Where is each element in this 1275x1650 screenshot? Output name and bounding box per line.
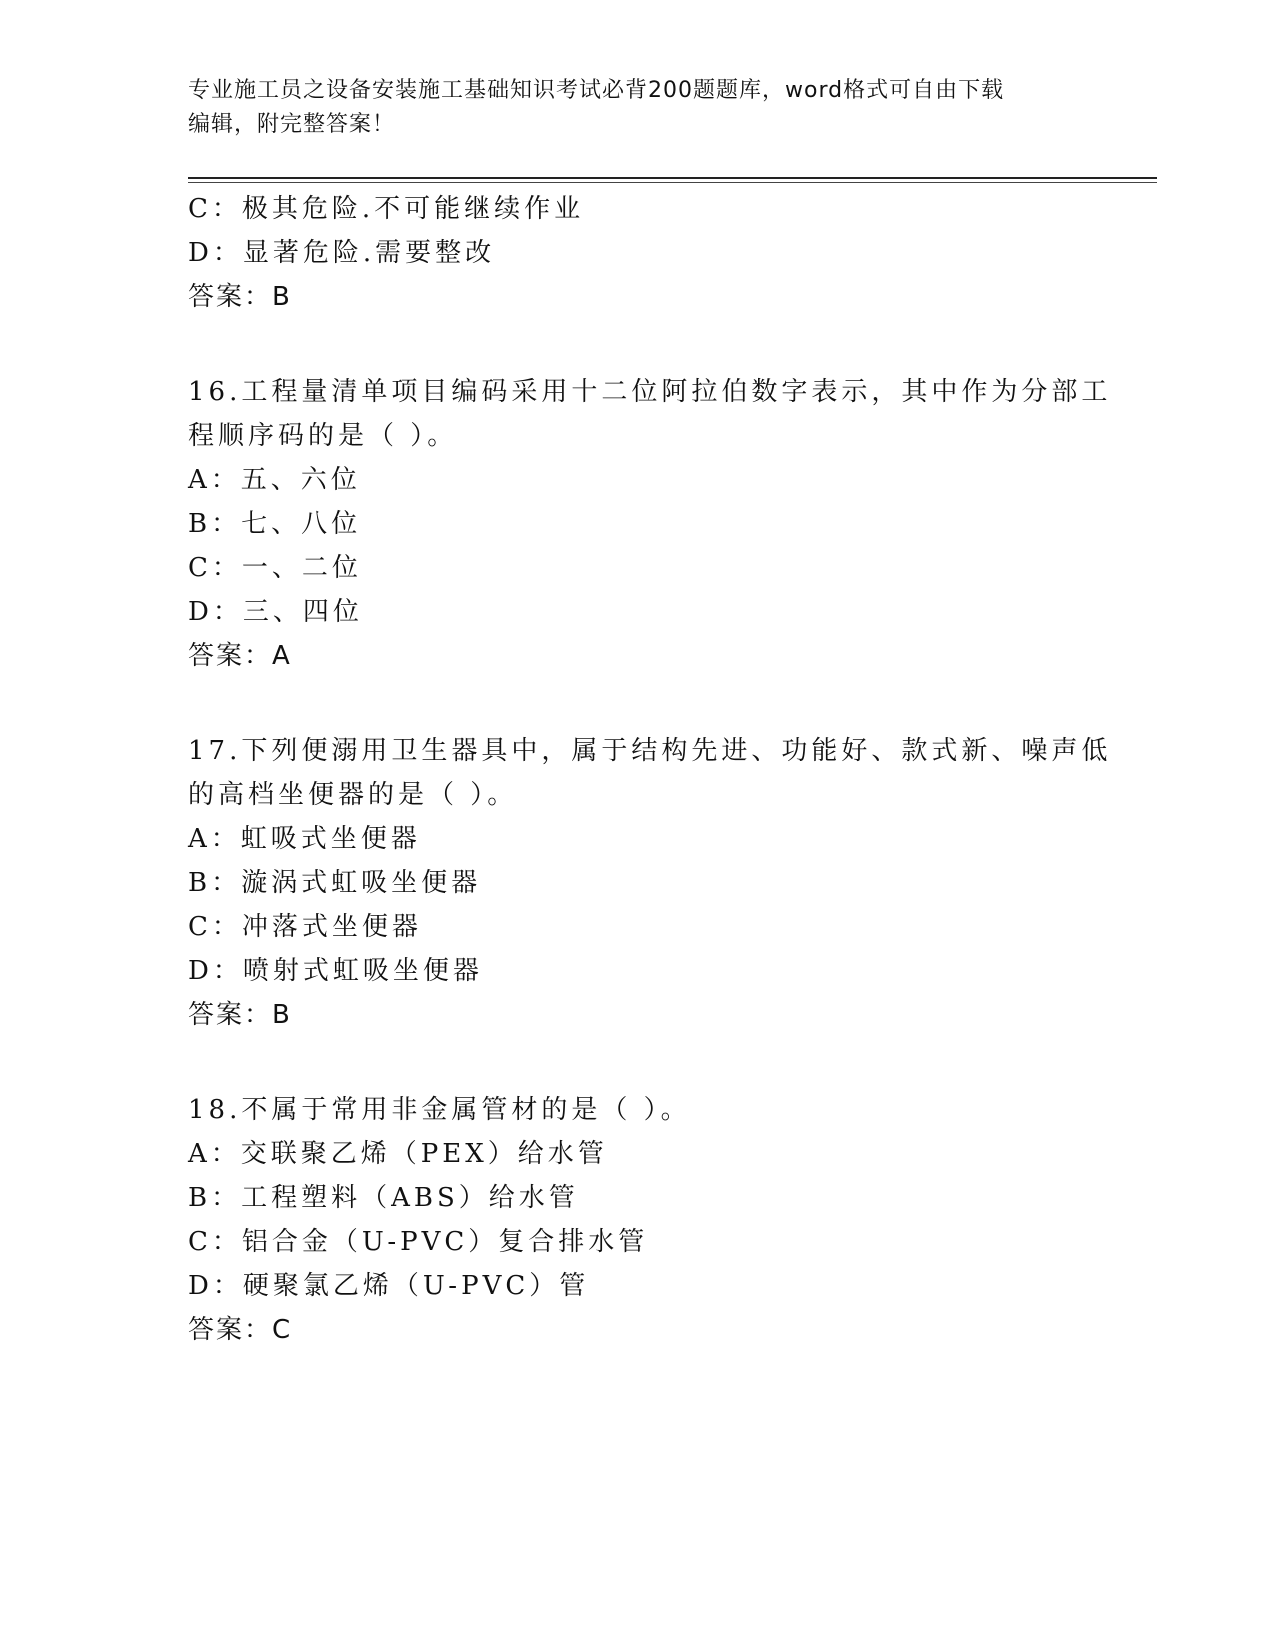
q16-stem-line-1: 16.工程量清单项目编码采用十二位阿拉伯数字表示，其中作为分部工 <box>188 377 1112 407</box>
q17-option-b: B：漩涡式虹吸坐便器 <box>188 868 482 898</box>
q18-option-c: C：铝合金（U-PVC）复合排水管 <box>188 1227 649 1257</box>
header-line-2: 编辑，附完整答案！ <box>188 112 396 137</box>
q17-stem-line-2: 的高档坐便器的是（ ）。 <box>188 780 518 810</box>
q18-answer: 答案：C <box>188 1315 293 1345</box>
q18-stem-line-1: 18.不属于常用非金属管材的是（ ）。 <box>188 1095 691 1125</box>
q17-option-a: A：虹吸式坐便器 <box>188 824 421 854</box>
q16-stem-line-2: 程顺序码的是（ ）。 <box>188 421 458 451</box>
q16-option-b: B：七、八位 <box>188 509 362 539</box>
header-divider-thin <box>188 182 1157 183</box>
q16-option-a: A：五、六位 <box>188 465 361 495</box>
q18-option-d: D：硬聚氯乙烯（U-PVC）管 <box>188 1271 590 1301</box>
q16-option-d: D：三、四位 <box>188 597 363 627</box>
header-line-1: 专业施工员之设备安装施工基础知识考试必背200题题库，word格式可自由下载 <box>188 78 1005 103</box>
page-header <box>188 74 1088 142</box>
q15-option-d: D：显著危险.需要整改 <box>188 238 496 268</box>
q18-option-a: A：交联聚乙烯（PEX）给水管 <box>188 1139 608 1169</box>
q16-option-c: C：一、二位 <box>188 553 362 583</box>
q17-answer: 答案：B <box>188 1000 292 1030</box>
q15-option-c: C：极其危险.不可能继续作业 <box>188 194 585 224</box>
q17-stem-line-1: 17.下列便溺用卫生器具中，属于结构先进、功能好、款式新、噪声低 <box>188 736 1112 766</box>
q17-option-d: D：喷射式虹吸坐便器 <box>188 956 483 986</box>
q16-answer: 答案：A <box>188 641 292 671</box>
header-divider-thick <box>188 177 1157 179</box>
q15-answer: 答案：B <box>188 282 292 312</box>
q17-option-c: C：冲落式坐便器 <box>188 912 422 942</box>
q18-option-b: B：工程塑料（ABS）给水管 <box>188 1183 579 1213</box>
